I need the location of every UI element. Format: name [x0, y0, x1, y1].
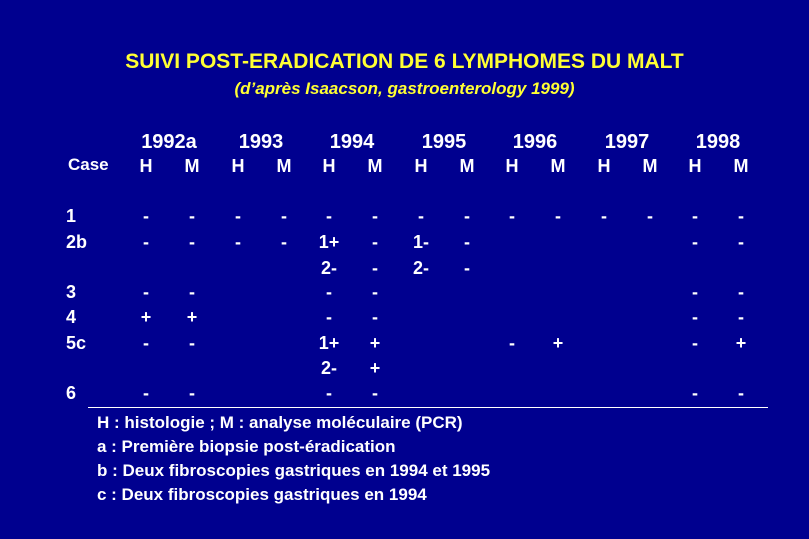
table-cell: -	[692, 383, 698, 403]
table-cell: -	[647, 206, 653, 226]
legend-line: H : histologie ; M : analyse moléculaire (PCR)	[97, 413, 463, 432]
table-divider-line	[88, 407, 768, 408]
case-label: 4	[66, 307, 77, 327]
year-header-0: 1992a	[141, 131, 197, 153]
case-label: 6	[66, 383, 77, 403]
table-cell: -	[692, 282, 698, 302]
table-cell: -	[464, 258, 470, 278]
h-subheader: H	[322, 156, 336, 176]
m-subheader: M	[642, 156, 658, 176]
table-cell: 1+	[318, 333, 340, 353]
year-header-5: 1997	[604, 131, 650, 153]
table-cell: -	[143, 232, 149, 252]
table-cell: -	[464, 232, 470, 252]
m-subheader: M	[550, 156, 566, 176]
table-cell: -	[235, 232, 241, 252]
case-label: 3	[66, 282, 77, 302]
h-subheader: H	[139, 156, 153, 176]
table-cell: 2-	[320, 258, 337, 278]
table-cell: -	[372, 307, 378, 327]
table-cell: -	[692, 307, 698, 327]
table-cell: -	[509, 206, 515, 226]
table-cell: -	[738, 206, 744, 226]
table-cell: -	[143, 333, 149, 353]
table-cell: 1-	[412, 232, 429, 252]
m-subheader: M	[276, 156, 292, 176]
h-subheader: H	[505, 156, 519, 176]
table-cell: -	[143, 282, 149, 302]
legend-line: c : Deux fibroscopies gastriques en 1994	[97, 485, 427, 504]
case-label: 5c	[66, 333, 87, 353]
table-cell: -	[326, 383, 332, 403]
year-header-4: 1996	[512, 131, 558, 153]
slide-subtitle: (d’après Isaacson, gastroenterology 1999)	[234, 79, 575, 98]
legend-line: a : Première biopsie post-éradication	[97, 437, 396, 456]
table-cell: -	[692, 206, 698, 226]
table-cell: -	[326, 206, 332, 226]
table-cell: -	[738, 307, 744, 327]
table-cell: 1+	[318, 232, 340, 252]
table-cell: -	[326, 282, 332, 302]
table-cell: -	[738, 383, 744, 403]
table-cell: -	[189, 206, 195, 226]
table-cell: -	[189, 383, 195, 403]
h-subheader: H	[231, 156, 245, 176]
table-cell: -	[738, 232, 744, 252]
m-subheader: M	[184, 156, 200, 176]
table-cell: -	[692, 333, 698, 353]
year-header-6: 1998	[695, 131, 741, 153]
table-cell: -	[189, 282, 195, 302]
slide-title: SUIVI POST-ERADICATION DE 6 LYMPHOMES DU MALT	[125, 50, 684, 73]
table-cell: 2-	[412, 258, 429, 278]
table-cell: -	[189, 232, 195, 252]
m-subheader: M	[733, 156, 749, 176]
table-cell: -	[143, 206, 149, 226]
table-cell: -	[692, 232, 698, 252]
case-label: 2b	[66, 232, 88, 252]
case-label: 1	[66, 206, 77, 226]
table-cell: -	[372, 282, 378, 302]
case-column-header: Case	[68, 155, 109, 174]
table-cell: -	[509, 333, 515, 353]
m-subheader: M	[459, 156, 475, 176]
table-cell: -	[372, 383, 378, 403]
table-cell: -	[418, 206, 424, 226]
legend-line: b : Deux fibroscopies gastriques en 1994 et 1995	[97, 461, 491, 480]
table-cell: -	[326, 307, 332, 327]
table-cell: -	[189, 333, 195, 353]
table-cell: 2-	[320, 358, 337, 378]
m-subheader: M	[367, 156, 383, 176]
table-cell: +	[369, 333, 381, 353]
table-cell: -	[555, 206, 561, 226]
table-cell: -	[372, 232, 378, 252]
table-cell: +	[186, 307, 198, 327]
table-cell: -	[281, 232, 287, 252]
table-cell: -	[235, 206, 241, 226]
table-cell: +	[140, 307, 152, 327]
table-cell: -	[372, 206, 378, 226]
table-cell: -	[601, 206, 607, 226]
table-cell: -	[143, 383, 149, 403]
table-cell: -	[372, 258, 378, 278]
h-subheader: H	[414, 156, 428, 176]
table-cell: +	[369, 358, 381, 378]
year-header-1: 1993	[238, 131, 284, 153]
table-cell: -	[738, 282, 744, 302]
year-header-3: 1995	[421, 131, 467, 153]
h-subheader: H	[597, 156, 611, 176]
year-header-2: 1994	[329, 131, 375, 153]
h-subheader: H	[688, 156, 702, 176]
table-cell: +	[735, 333, 747, 353]
table-cell: +	[552, 333, 564, 353]
table-cell: -	[281, 206, 287, 226]
table-cell: -	[464, 206, 470, 226]
